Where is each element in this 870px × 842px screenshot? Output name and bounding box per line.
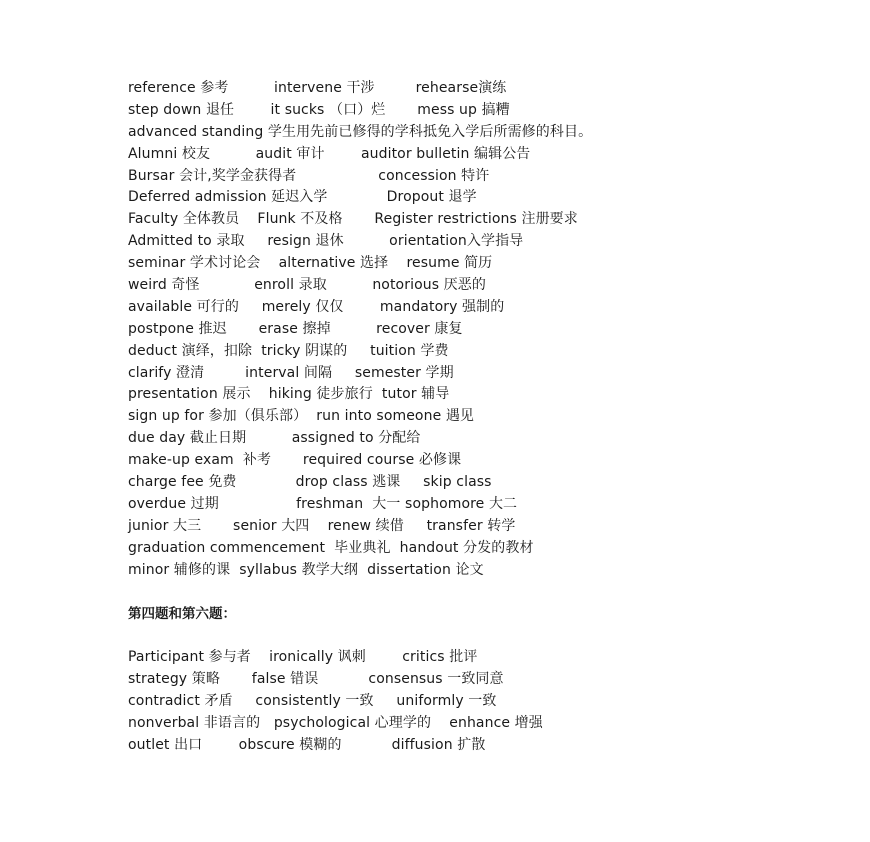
- vocab-line: overdue 过期 freshman 大一 sophomore 大二: [128, 495, 518, 512]
- spacer: [128, 625, 848, 647]
- vocab-line: Faculty 全体教员 Flunk 不及格 Register restrictions 注册要求: [128, 211, 578, 228]
- vocab-line: available 可行的 merely 仅仅 mandatory 强制的: [128, 298, 505, 315]
- vocab-line: Bursar 会计,奖学金获得者 concession 特许: [128, 167, 490, 184]
- vocab-line: graduation commencement 毕业典礼 handout 分发的教材: [128, 539, 534, 556]
- vocab-line: clarify 澄清 interval 间隔 semester 学期: [128, 364, 454, 381]
- vocab-line: contradict 矛盾 consistently 一致 uniformly 一致: [128, 693, 497, 710]
- vocab-line: junior 大三 senior 大四 renew 续借 transfer 转学: [128, 517, 516, 534]
- vocab-line: charge fee 免费 drop class 逃课 skip class: [128, 474, 492, 491]
- vocab-line: postpone 推迟 erase 擦掉 recover 康复: [128, 320, 463, 337]
- vocab-line: seminar 学术讨论会 alternative 选择 resume 简历: [128, 255, 493, 272]
- document-page: [128, 78, 848, 757]
- vocab-line: deduct 演绎，扣除 tricky 阴谋的 tuition 学费: [128, 342, 449, 359]
- vocab-line: Participant 参与者 ironically 讽刺 critics 批评: [128, 649, 478, 666]
- vocabulary-list-2: [128, 647, 848, 756]
- vocab-line: reference 参考 intervene 干涉 rehearse演练: [128, 80, 507, 96]
- vocabulary-list-1: [128, 78, 848, 581]
- vocab-line: strategy 策略 false 错误 consensus 一致同意: [128, 671, 504, 688]
- vocab-line: minor 辅修的课 syllabus 教学大纲 dissertation 论文: [128, 561, 484, 578]
- vocab-line: outlet 出口 obscure 模糊的 diffusion 扩散: [128, 737, 486, 754]
- vocab-line: due day 截止日期 assigned to 分配给: [128, 430, 421, 447]
- vocab-line: weird 奇怪 enroll 录取 notorious 厌恶的: [128, 277, 486, 294]
- section-heading: 第四题和第六题：: [128, 606, 236, 623]
- vocab-line: presentation 展示 hiking 徒步旅行 tutor 辅导: [128, 386, 450, 403]
- vocab-line: sign up for 参加（俱乐部） run into someone 遇见: [128, 408, 475, 425]
- vocab-line: nonverbal 非语言的 psychological 心理学的 enhance 增强: [128, 715, 543, 732]
- vocab-line: advanced standing 学生用先前已修得的学科抵免入学后所需修的科目。: [128, 123, 593, 140]
- vocab-line: Alumni 校友 audit 审计 auditor bulletin 编辑公告: [128, 145, 531, 162]
- vocab-line: step down 退任 it sucks （口）烂 mess up 搞糟: [128, 101, 510, 118]
- vocab-line: Admitted to 录取 resign 退休 orientation入学指导: [128, 233, 524, 250]
- vocab-line: make-up exam 补考 required course 必修课: [128, 452, 462, 469]
- vocab-line: Deferred admission 延迟入学 Dropout 退学: [128, 189, 477, 206]
